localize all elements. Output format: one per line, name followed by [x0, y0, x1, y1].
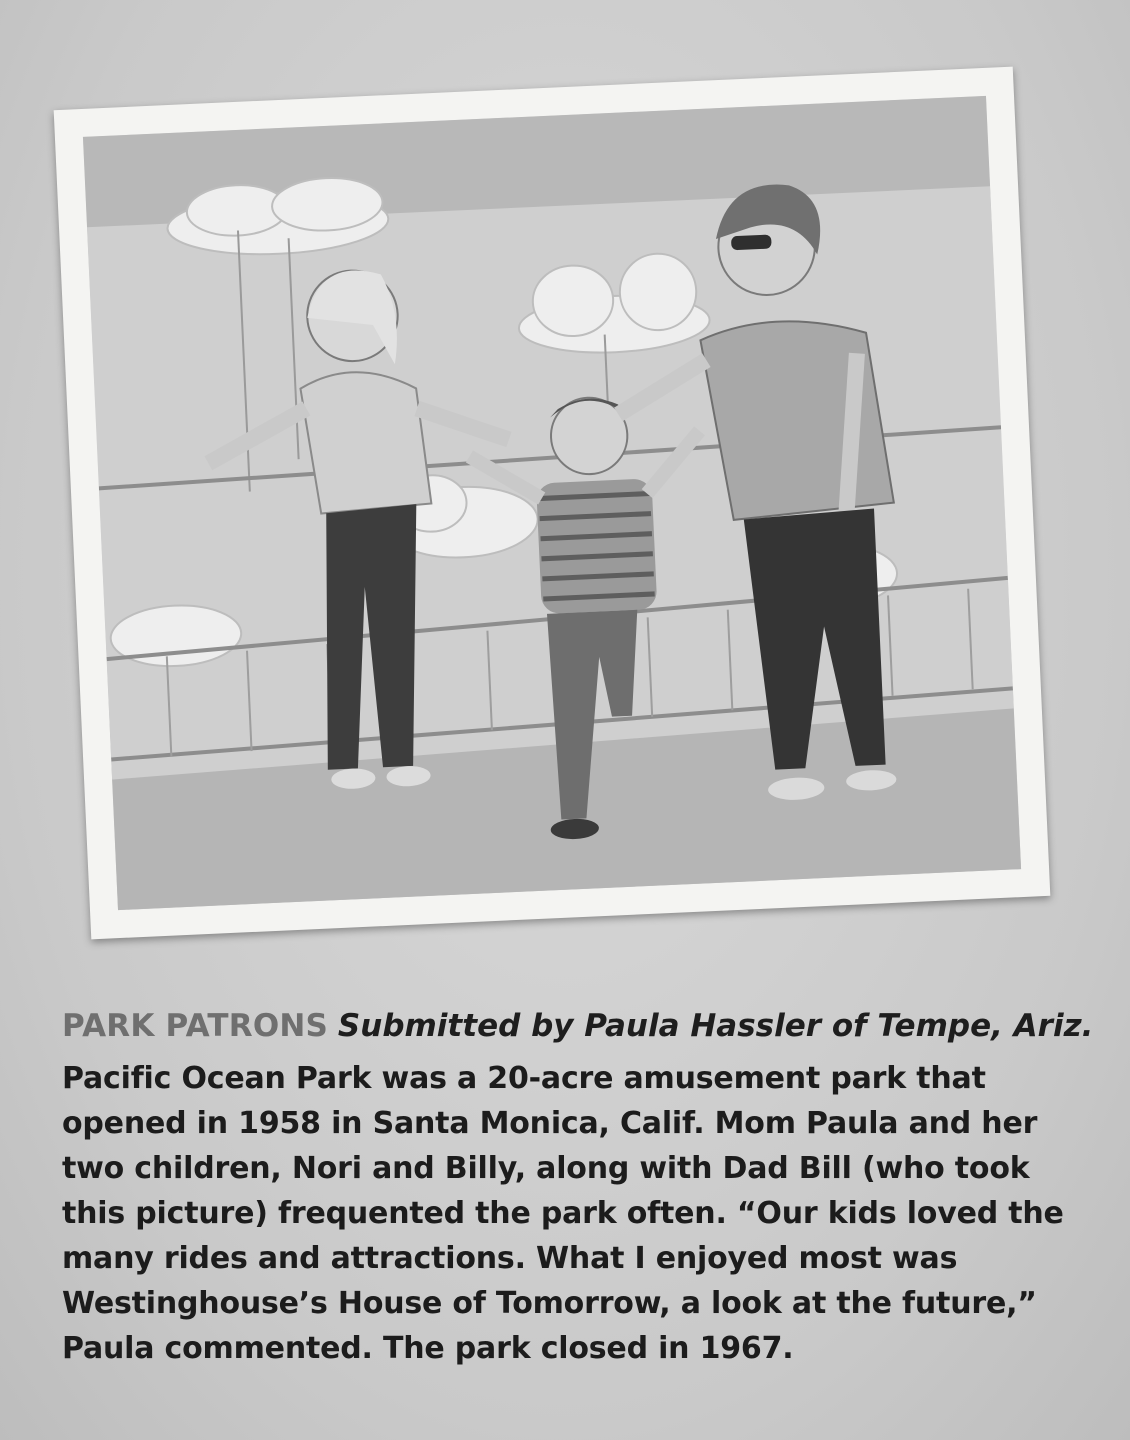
caption-body-text: Pacific Ocean Park was a 20-acre amusement park that opened in 1958 in Santa Monica, Calif. Mom Paula and her two children, Nori and Billy, along with Dad Bill (who took this picture) frequented the park often. “Our kids loved the many rides and attractions. What I enjoyed most was Westinghouse’s House of Tomorrow, a look at the future,” Paula commented. The park closed in 1967.: [62, 1061, 1064, 1366]
caption-heading: PARK PATRONS: [62, 1008, 329, 1044]
park-photograph: [83, 96, 1021, 910]
caption-credit: Submitted by Paula Hassler of Tempe, Ariz.: [337, 1008, 1094, 1044]
photo-print: [54, 67, 1051, 940]
photo-illustration: [83, 96, 1021, 910]
caption-heading-line: [62, 1004, 1102, 1048]
photo-caption: [62, 1004, 1102, 1371]
